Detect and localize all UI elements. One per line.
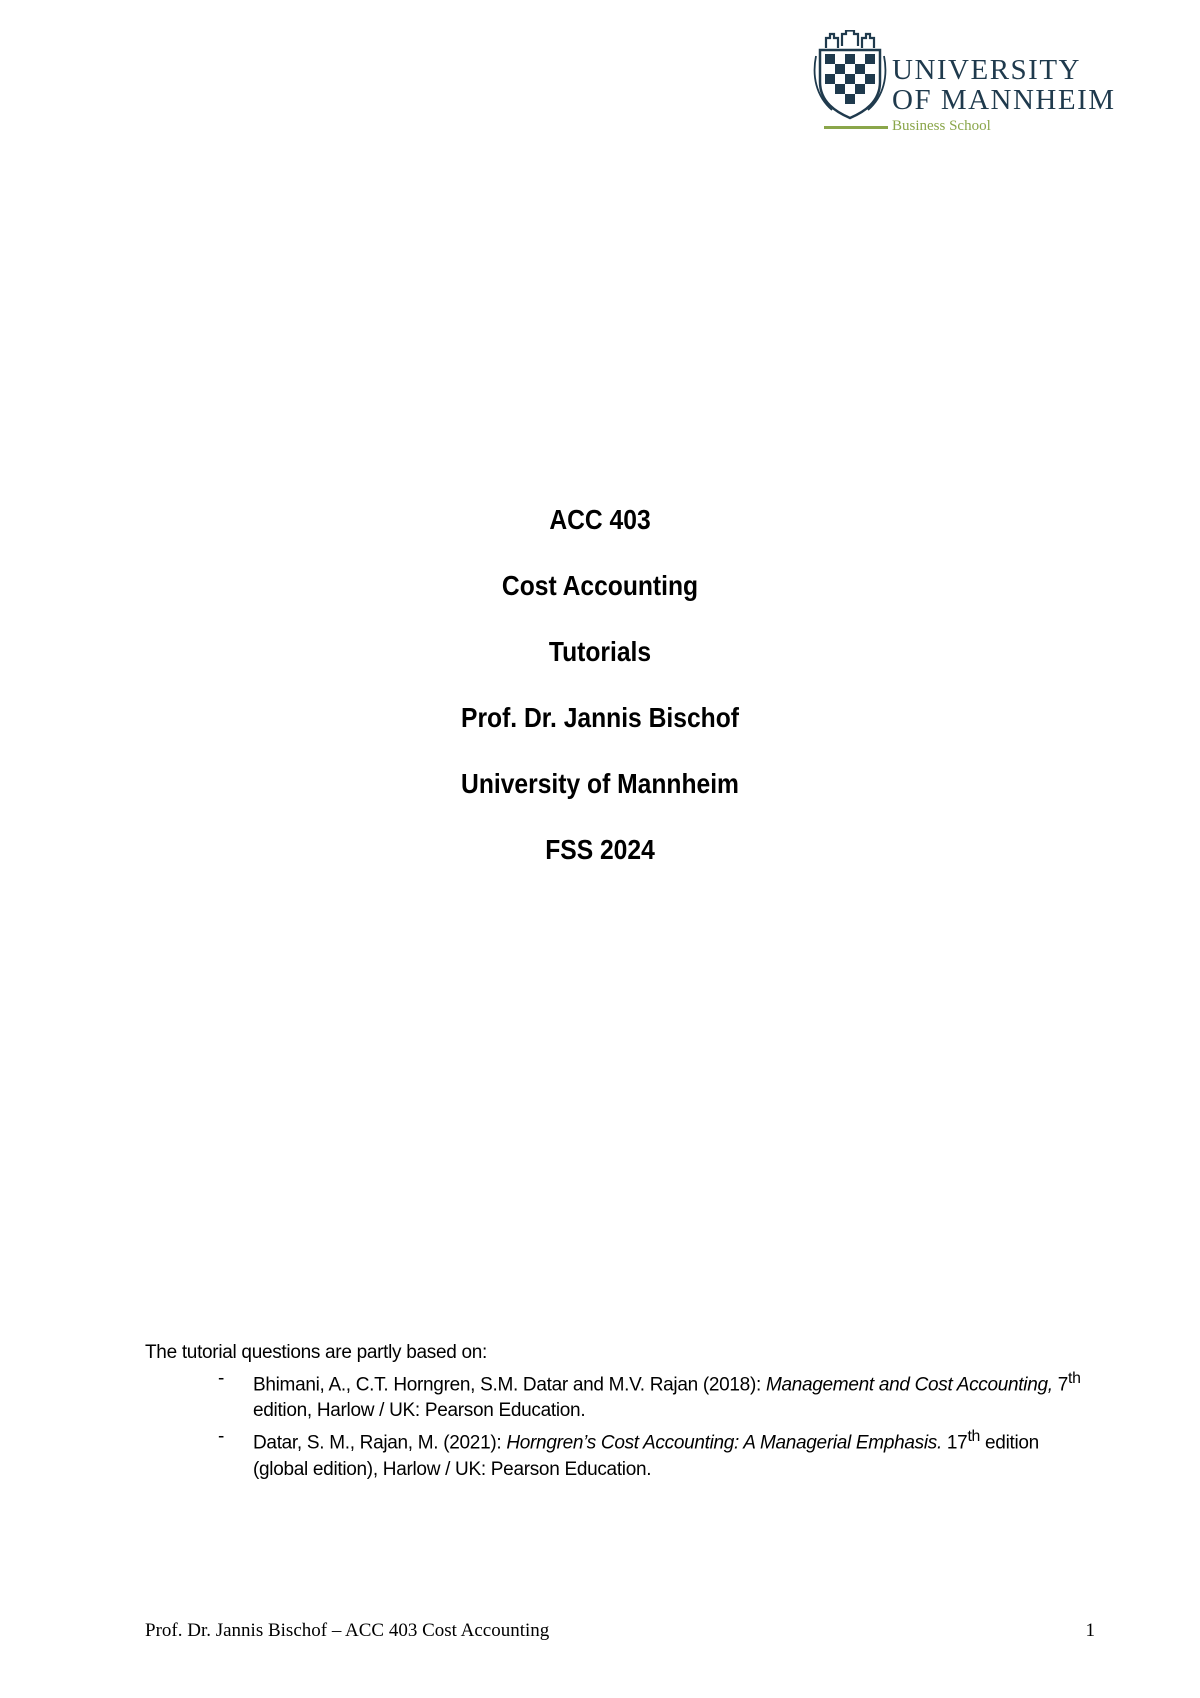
list-dash: - [218,1368,225,1389]
logo-green-rule [824,126,888,129]
university-logo [812,30,1172,134]
reference-book-title: Management and Cost Accounting, [765,1374,1053,1396]
logo-wordmark-line2: OF MANNHEIM [892,84,1116,116]
sources-section [145,1340,1085,1483]
reference-edition-number: 7 [1052,1374,1068,1396]
document-type: Tutorials [548,636,652,667]
title-block [0,487,1200,883]
course-code: ACC 403 [549,504,651,535]
reference-authors: Datar, S. M., Rajan, M. (2021): [253,1432,507,1454]
list-dash: - [218,1426,225,1448]
reference-edition-suffix: th [1067,1370,1081,1387]
reference-edition-number: 17 [941,1432,968,1454]
logo-subtitle: Business School [892,118,991,134]
page-footer [145,1620,1095,1642]
footer-text: Prof. Dr. Jannis Bischof – ACC 403 Cost Accounting [145,1620,550,1641]
reference-list [145,1366,1085,1483]
reference-item [145,1424,1085,1482]
professor-name: Prof. Dr. Jannis Bischof [461,702,739,733]
page-number: 1 [1085,1620,1095,1641]
reference-item [145,1366,1085,1424]
university-crest-icon [812,30,888,124]
term: FSS 2024 [545,834,655,865]
reference-edition-suffix: th [967,1428,981,1446]
course-name: Cost Accounting [501,570,699,601]
logo-wordmark-line1: UNIVERSITY [892,54,1081,86]
university-name: University of Mannheim [461,768,739,799]
reference-book-title: Horngren’s Cost Accounting: A Managerial Emphasis. [506,1432,942,1454]
reference-publisher: edition (global edition), Harlow / UK: Pearson Education. [253,1432,1039,1480]
reference-authors: Bhimani, A., C.T. Horngren, S.M. Datar and M.V. Rajan (2018): [253,1374,766,1396]
reference-publisher: edition, Harlow / UK: Pearson Education. [253,1400,586,1422]
sources-intro: The tutorial questions are partly based on: [145,1342,487,1363]
